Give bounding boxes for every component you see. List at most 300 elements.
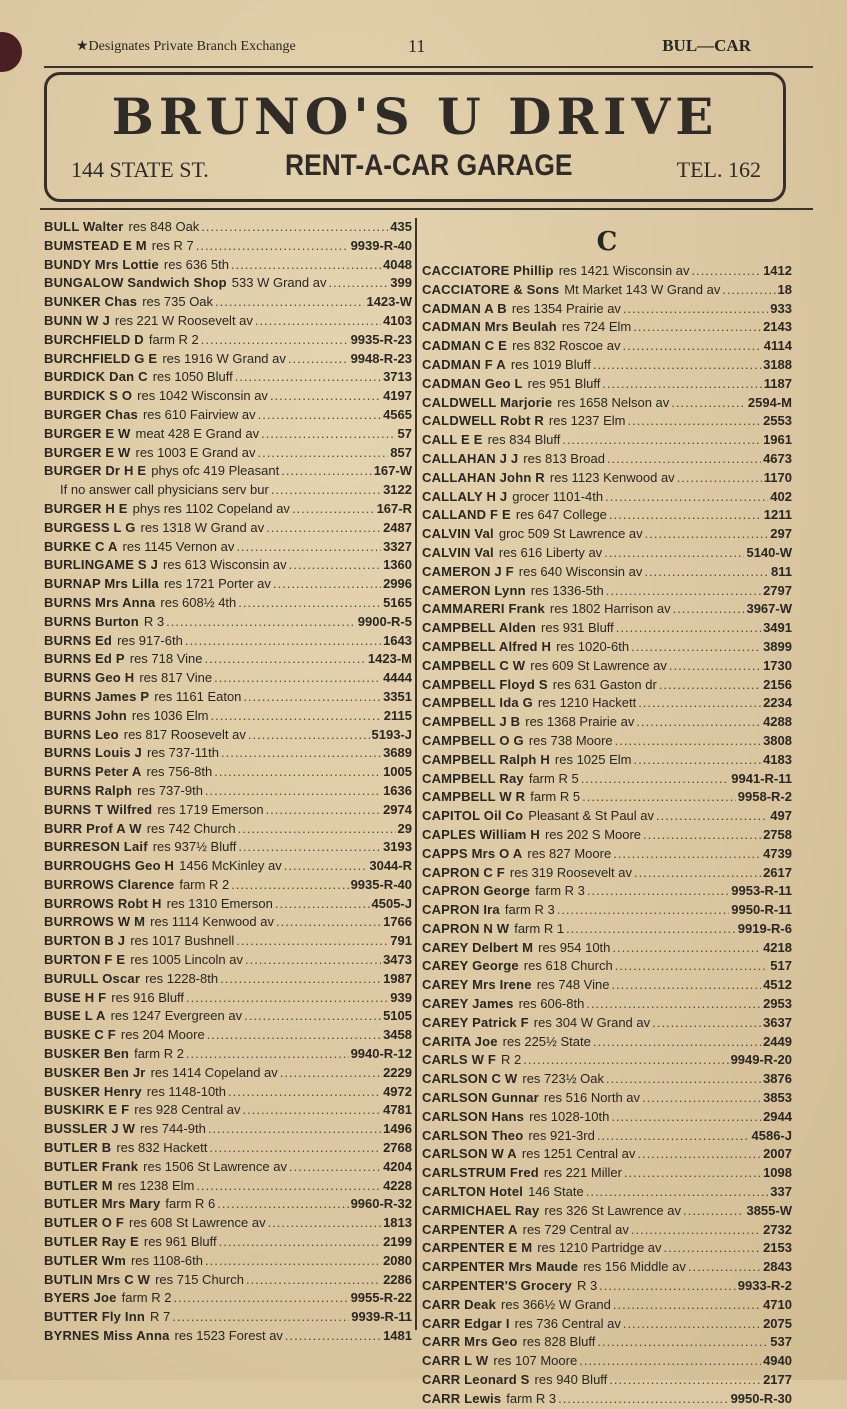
listing-name: BURDICK Dan C [44, 369, 148, 385]
leader-dots [219, 1233, 381, 1252]
listing-address: res 221 Miller [543, 1165, 622, 1181]
listing-name: CAREY Patrick F [422, 1014, 529, 1030]
listing-address: phys res 1102 Copeland av [132, 500, 290, 516]
listing-row [422, 600, 792, 619]
listing-name: CARLTON Hotel [422, 1184, 524, 1200]
leader-dots [652, 1014, 761, 1033]
listing-address: res 737-9th [137, 782, 203, 798]
listing-phone: 2199 [383, 1234, 412, 1250]
listing-phone: 9939-R-11 [351, 1309, 412, 1325]
listing-address: res 221 W Roosevelt av [114, 312, 253, 328]
listing-name: BUTLER M [44, 1177, 113, 1193]
listing-address: res 1210 Hackett [537, 695, 637, 711]
listing-name: BUNGALOW Sandwich Shop [44, 275, 227, 291]
listing-address: res 1228-8th [145, 970, 219, 986]
listing-phone: 3473 [383, 952, 412, 968]
listing-name: BUNN W J [44, 312, 110, 328]
listing-name: CADMAN C E [422, 338, 508, 354]
listing-phone: 4505-J [371, 895, 412, 911]
listing-row [44, 1045, 412, 1064]
listing-address: res 1005 Lincoln av [130, 952, 243, 968]
listing-phone: 517 [770, 958, 792, 974]
leader-dots [255, 312, 381, 331]
ad-phone: TEL. 162 [676, 157, 761, 182]
listing-phone: 4586-J [751, 1127, 792, 1143]
leader-dots [611, 976, 761, 995]
listing-name: CAREY James [422, 996, 514, 1012]
listing-name: CARPENTER Mrs Maude [422, 1259, 579, 1275]
listing-name: BUMSTEAD E M [44, 237, 147, 253]
leader-dots [558, 1390, 728, 1409]
listing-row [44, 1026, 412, 1045]
leader-dots [615, 732, 761, 751]
listing-row [44, 650, 412, 669]
leader-dots [245, 951, 381, 970]
listing-row [422, 375, 792, 394]
listing-row [44, 462, 412, 481]
leader-dots [266, 519, 381, 538]
listing-phone: 18 [777, 281, 792, 297]
listing-row [44, 1177, 412, 1196]
leader-dots [217, 1195, 348, 1214]
listing-phone: 9953-R-11 [731, 883, 792, 899]
listing-row [44, 857, 412, 876]
listing-phone: 9919-R-6 [737, 920, 792, 936]
listing-phone: 2229 [383, 1064, 412, 1080]
leader-dots [201, 218, 388, 237]
listing-phone: 1987 [383, 970, 412, 986]
listing-address: farm R 1 [514, 920, 565, 936]
listing-row [422, 901, 792, 920]
leader-dots [209, 1139, 381, 1158]
listing-row [44, 218, 412, 237]
listing-name: CARLSON W A [422, 1146, 517, 1162]
listing-name: BURDICK S O [44, 388, 133, 404]
listing-row [44, 1214, 412, 1233]
listing-name: BURGESS L G [44, 519, 136, 535]
listing-phone: 1170 [763, 469, 792, 485]
listing-row [422, 281, 792, 300]
listing-row [44, 1289, 412, 1308]
listing-address: farm R 5 [528, 770, 579, 786]
listing-phone: 2115 [383, 707, 412, 723]
listing-row [422, 939, 792, 958]
listing-row [44, 688, 412, 707]
listing-row [422, 1070, 792, 1089]
listing-address: res 744-9th [140, 1121, 206, 1137]
listing-phone: 9939-R-40 [350, 237, 412, 253]
listing-name: CARLSON C W [422, 1071, 518, 1087]
listing-address: res 1025 Elm [554, 751, 632, 767]
listing-name: CAPRON Ira [422, 902, 500, 918]
listing-name: CARPENTER'S Grocery [422, 1278, 572, 1294]
listing-name: CARR Deak [422, 1296, 497, 1312]
listing-phone: 3808 [763, 732, 792, 748]
listing-phone: 2953 [763, 996, 792, 1012]
leader-dots [280, 1064, 381, 1083]
listing-phone: 5193-J [371, 726, 412, 742]
listing-address: res 1802 Harrison av [549, 601, 671, 617]
listing-row [422, 1221, 792, 1240]
listing-name: CAMPBELL Alfred H [422, 638, 552, 654]
leader-dots [268, 1214, 382, 1233]
listing-phone: 2996 [383, 576, 412, 592]
left-column [44, 218, 412, 1346]
listing-address: res 961 Bluff [143, 1234, 217, 1250]
leader-dots [631, 1221, 761, 1240]
listing-name: BUTLER Ray E [44, 1234, 139, 1250]
listing-phone: 3967-W [746, 601, 792, 617]
listing-phone: 3637 [763, 1014, 792, 1030]
listing-phone: 167-R [376, 500, 412, 516]
leader-dots [289, 556, 381, 575]
listing-address: farm R 3 [535, 883, 585, 899]
listing-phone: 2843 [763, 1259, 792, 1275]
leader-dots [606, 582, 761, 601]
leader-dots [669, 657, 761, 676]
listing-address: res 1036 Elm [131, 707, 209, 723]
ad-tagline: RENT-A-CAR GARAGE [285, 149, 573, 182]
listing-name: CARPENTER E M [422, 1240, 533, 1256]
listing-row [44, 782, 412, 801]
listing-name: BURTON B J [44, 933, 126, 949]
leader-dots [587, 882, 729, 901]
listing-row [422, 394, 792, 413]
listing-phone: 2156 [763, 676, 792, 692]
listing-row [44, 726, 412, 745]
listing-name: BURCHFIELD G E [44, 350, 158, 366]
listing-address: res 202 S Moore [544, 826, 642, 842]
leader-dots [586, 1183, 769, 1202]
leader-dots [243, 1101, 382, 1120]
leader-dots [273, 575, 381, 594]
leader-dots [673, 600, 745, 619]
listing-address: res 1916 W Grand av [162, 350, 286, 366]
listing-address: res 1017 Bushnell [130, 933, 235, 949]
listing-row [44, 500, 412, 519]
listing-address: res 1145 Vernon av [122, 538, 235, 554]
leader-dots [328, 274, 388, 293]
listing-address: farm R 6 [165, 1196, 216, 1212]
listing-name: CARR Edgar I [422, 1315, 510, 1331]
listing-address: res 516 North av [543, 1090, 641, 1106]
listing-row [44, 293, 412, 312]
listing-phone: 2617 [763, 864, 792, 880]
listing-phone: 1730 [763, 657, 792, 673]
leader-dots [228, 1083, 381, 1102]
listing-row [422, 920, 792, 939]
listing-phone: 2944 [763, 1108, 792, 1124]
listing-name: CALLAND F E [422, 507, 511, 523]
listing-name: BUTLIN Mrs C W [44, 1271, 151, 1287]
listing-phone: 5140-W [746, 544, 792, 560]
listing-address: res 715 Church [155, 1271, 244, 1287]
listing-row [44, 312, 412, 331]
listing-name: CAMPBELL W R [422, 789, 526, 805]
listing-address: res 738 Moore [528, 732, 613, 748]
listing-row [422, 1183, 792, 1202]
leader-dots [215, 293, 364, 312]
listing-row [422, 1202, 792, 1221]
listing-address: res 640 Wisconsin av [518, 563, 643, 579]
listing-name: BUTLER Wm [44, 1252, 126, 1268]
listing-address: res 1123 Kenwood av [549, 469, 675, 485]
listing-row [422, 1033, 792, 1052]
leader-dots [288, 350, 349, 369]
listing-address: farm R 2 [134, 1046, 184, 1062]
listing-name: BUTLER O F [44, 1215, 124, 1231]
listing-row [44, 838, 412, 857]
listing-name: BURNS Louis J [44, 745, 142, 761]
listing-name: BURGER E W [44, 444, 131, 460]
leader-dots [633, 318, 761, 337]
listing-address: res 1148-10th [146, 1083, 227, 1099]
listing-phone: 2177 [763, 1372, 792, 1388]
leader-dots [644, 563, 769, 582]
listing-address: res 204 Moore [120, 1027, 205, 1043]
listing-phone: 4218 [763, 939, 792, 955]
leader-dots [271, 481, 381, 500]
listing-address: res 832 Roscoe av [512, 338, 621, 354]
leader-dots [248, 726, 370, 745]
listing-row [44, 406, 412, 425]
listing-address: farm R 3 [504, 902, 555, 918]
listing-name: CARLSON Theo [422, 1127, 524, 1143]
listing-phone: 4103 [383, 312, 412, 328]
listing-phone: 1643 [383, 632, 412, 648]
right-column [422, 218, 792, 1409]
listing-row [44, 1233, 412, 1252]
listing-address: res 718 Vine [129, 651, 203, 667]
listing-phone: 1766 [383, 914, 412, 930]
leader-dots [631, 638, 761, 657]
leader-dots [292, 500, 375, 519]
listing-name: CAREY George [422, 958, 519, 974]
listing-name: CALDWELL Marjorie [422, 394, 553, 410]
leader-dots [634, 751, 762, 770]
listing-address: R 7 [150, 1309, 171, 1325]
listing-row [422, 694, 792, 713]
listing-phone: 399 [390, 275, 412, 291]
listing-row [422, 506, 792, 525]
listing-address: res 748 Vine [536, 977, 610, 993]
leader-dots [523, 1051, 728, 1070]
leader-dots [172, 1308, 349, 1327]
listing-address: res 319 Roosevelt av [509, 864, 633, 880]
listing-name: BUSKER Ben [44, 1046, 130, 1062]
listing-phone: 2286 [383, 1271, 412, 1287]
listing-name: BURTON F E [44, 952, 126, 968]
leader-dots [201, 331, 349, 350]
listing-name: CAMPBELL Ida G [422, 695, 533, 711]
listing-phone: 1813 [383, 1215, 412, 1231]
listing-row [44, 801, 412, 820]
leader-dots [604, 544, 744, 563]
listing-phone: 297 [770, 526, 792, 542]
listing-name: BURLINGAME S J [44, 557, 159, 573]
listing-row [422, 1277, 792, 1296]
leader-dots [677, 469, 762, 488]
listing-phone: 939 [390, 989, 412, 1005]
listing-name: CARLS W F [422, 1052, 497, 1068]
listing-row [44, 368, 412, 387]
listing-phone: 4228 [383, 1177, 412, 1193]
leader-dots [236, 932, 388, 951]
listing-name: BURNAP Mrs Lilla [44, 576, 159, 592]
leader-dots [214, 763, 381, 782]
listing-name: CARMICHAEL Ray [422, 1202, 540, 1218]
listing-phone: 9950-R-30 [730, 1390, 792, 1406]
listing-name: CAREY Delbert M [422, 939, 534, 955]
listing-row [44, 951, 412, 970]
listing-row [44, 575, 412, 594]
leader-dots [642, 1089, 761, 1108]
leader-dots [615, 957, 769, 976]
listing-phone: 9949-R-20 [730, 1052, 792, 1068]
leader-dots [562, 431, 761, 450]
listing-phone: 933 [770, 300, 792, 316]
listing-name: BURNS Ed [44, 632, 113, 648]
listing-name: CAREY Mrs Irene [422, 977, 532, 993]
listing-phone: 4739 [763, 845, 792, 861]
listing-name: BURNS Ralph [44, 782, 133, 798]
listing-address: res 834 Bluff [487, 432, 561, 448]
listing-row [44, 970, 412, 989]
listing-name: BUTTER Fly Inn [44, 1309, 146, 1325]
listing-phone: 3713 [383, 369, 412, 385]
listing-address: res 817 Roosevelt av [123, 726, 246, 742]
listing-phone: 9960-R-32 [350, 1196, 412, 1212]
listing-address: 1456 McKinley av [179, 858, 282, 874]
listing-name: CALVIN Val [422, 526, 494, 542]
listing-phone: 4565 [383, 406, 412, 422]
listing-address: res 304 W Grand av [533, 1014, 651, 1030]
listing-address: res 916 Bluff [111, 989, 185, 1005]
listing-address: res 326 St Lawrence av [544, 1202, 681, 1218]
listing-name: CALLAHAN John R [422, 469, 545, 485]
listing-phone: 2553 [763, 413, 792, 429]
leader-dots [205, 1252, 381, 1271]
advertisement-box [44, 72, 786, 202]
listing-name: BUTLER B [44, 1140, 112, 1156]
listing-phone: 1496 [383, 1121, 412, 1137]
listing-phone: 4197 [383, 388, 412, 404]
listing-row [422, 638, 792, 657]
listing-name: BURNS T Wilfred [44, 801, 153, 817]
listing-address: phys ofc 419 Pleasant [151, 463, 280, 479]
listing-address: R 3 [576, 1278, 598, 1294]
listing-name: CAMPBELL Ralph H [422, 751, 550, 767]
listing-name: BURNS Geo H [44, 670, 135, 686]
listing-phone: 9950-R-11 [731, 902, 792, 918]
leader-dots [613, 845, 761, 864]
listing-row [422, 1239, 792, 1258]
listing-name: CAMERON J F [422, 563, 514, 579]
leader-dots [235, 368, 381, 387]
listing-row [422, 657, 792, 676]
listing-row [44, 519, 412, 538]
listing-phone: 4781 [383, 1102, 412, 1118]
leader-dots [597, 1333, 768, 1352]
listing-row [44, 256, 412, 275]
leader-dots [622, 337, 761, 356]
leader-dots [238, 838, 381, 857]
listing-row [422, 788, 792, 807]
listing-row [44, 1083, 412, 1102]
listing-phone: 2758 [763, 826, 792, 842]
leader-dots [606, 1070, 761, 1089]
listing-row [422, 563, 792, 582]
listing-address: res 1318 W Grand av [140, 519, 265, 535]
listing-address: res 225½ State [502, 1033, 591, 1049]
listing-phone: 57 [397, 425, 412, 441]
listing-address: res 723½ Oak [522, 1071, 605, 1087]
listing-row [44, 481, 412, 500]
listing-phone: 1360 [383, 557, 412, 573]
listing-row [422, 676, 792, 695]
listing-phone: 3188 [763, 356, 792, 372]
leader-dots [257, 444, 388, 463]
listing-address: farm R 2 [148, 331, 199, 347]
listing-row [44, 669, 412, 688]
listing-phone: 857 [390, 444, 412, 460]
listing-address: res 813 Broad [523, 450, 605, 466]
listing-address: res 1414 Copeland av [150, 1064, 278, 1080]
listing-address: res 817 Vine [139, 670, 213, 686]
listing-name: CAPRON C F [422, 864, 505, 880]
listing-name: BUNDY Mrs Lottie [44, 256, 159, 272]
listing-phone: 3122 [383, 482, 412, 498]
listing-address: res 1003 E Grand av [135, 444, 256, 460]
leader-dots [602, 375, 761, 394]
listing-phone: 1481 [383, 1328, 412, 1344]
listing-name: BURNS Burton [44, 613, 139, 629]
leader-dots [611, 1108, 761, 1127]
listing-row [422, 882, 792, 901]
listing-address: res 848 Oak [128, 219, 200, 234]
leader-dots [214, 669, 381, 688]
listing-row [44, 331, 412, 350]
listing-address: res 608 St Lawrence av [129, 1215, 266, 1231]
leader-dots [231, 876, 348, 895]
listing-phone: 2234 [763, 695, 792, 711]
listing-name: CAPRON N W [422, 920, 510, 936]
listing-row [44, 613, 412, 632]
listing-phone: 3689 [383, 745, 412, 761]
listing-address: res 1108-6th [130, 1252, 203, 1268]
listing-name: BURROWS Robt H [44, 895, 162, 911]
listing-row [44, 707, 412, 726]
listing-phone: 4204 [383, 1158, 412, 1174]
listing-name: CAPPS Mrs O A [422, 845, 523, 861]
leader-dots [659, 676, 761, 695]
listing-name: BURGER H E [44, 500, 128, 516]
listing-address: res 921-3rd [528, 1127, 595, 1143]
listing-phone: 1423-W [366, 294, 412, 310]
listing-address: res 156 Middle av [583, 1259, 686, 1275]
listing-phone: 3327 [383, 538, 412, 554]
listing-address: res 1161 Eaton [154, 688, 242, 704]
listing-phone: 9933-R-2 [737, 1278, 792, 1294]
listing-row [422, 356, 792, 375]
listing-phone: 3876 [763, 1071, 792, 1087]
leader-dots [609, 1371, 761, 1390]
listing-row [422, 337, 792, 356]
leader-dots [186, 1045, 349, 1064]
listing-address: res 1658 Nelson av [557, 394, 670, 410]
listing-row [44, 1195, 412, 1214]
listing-phone: 4114 [763, 338, 792, 354]
